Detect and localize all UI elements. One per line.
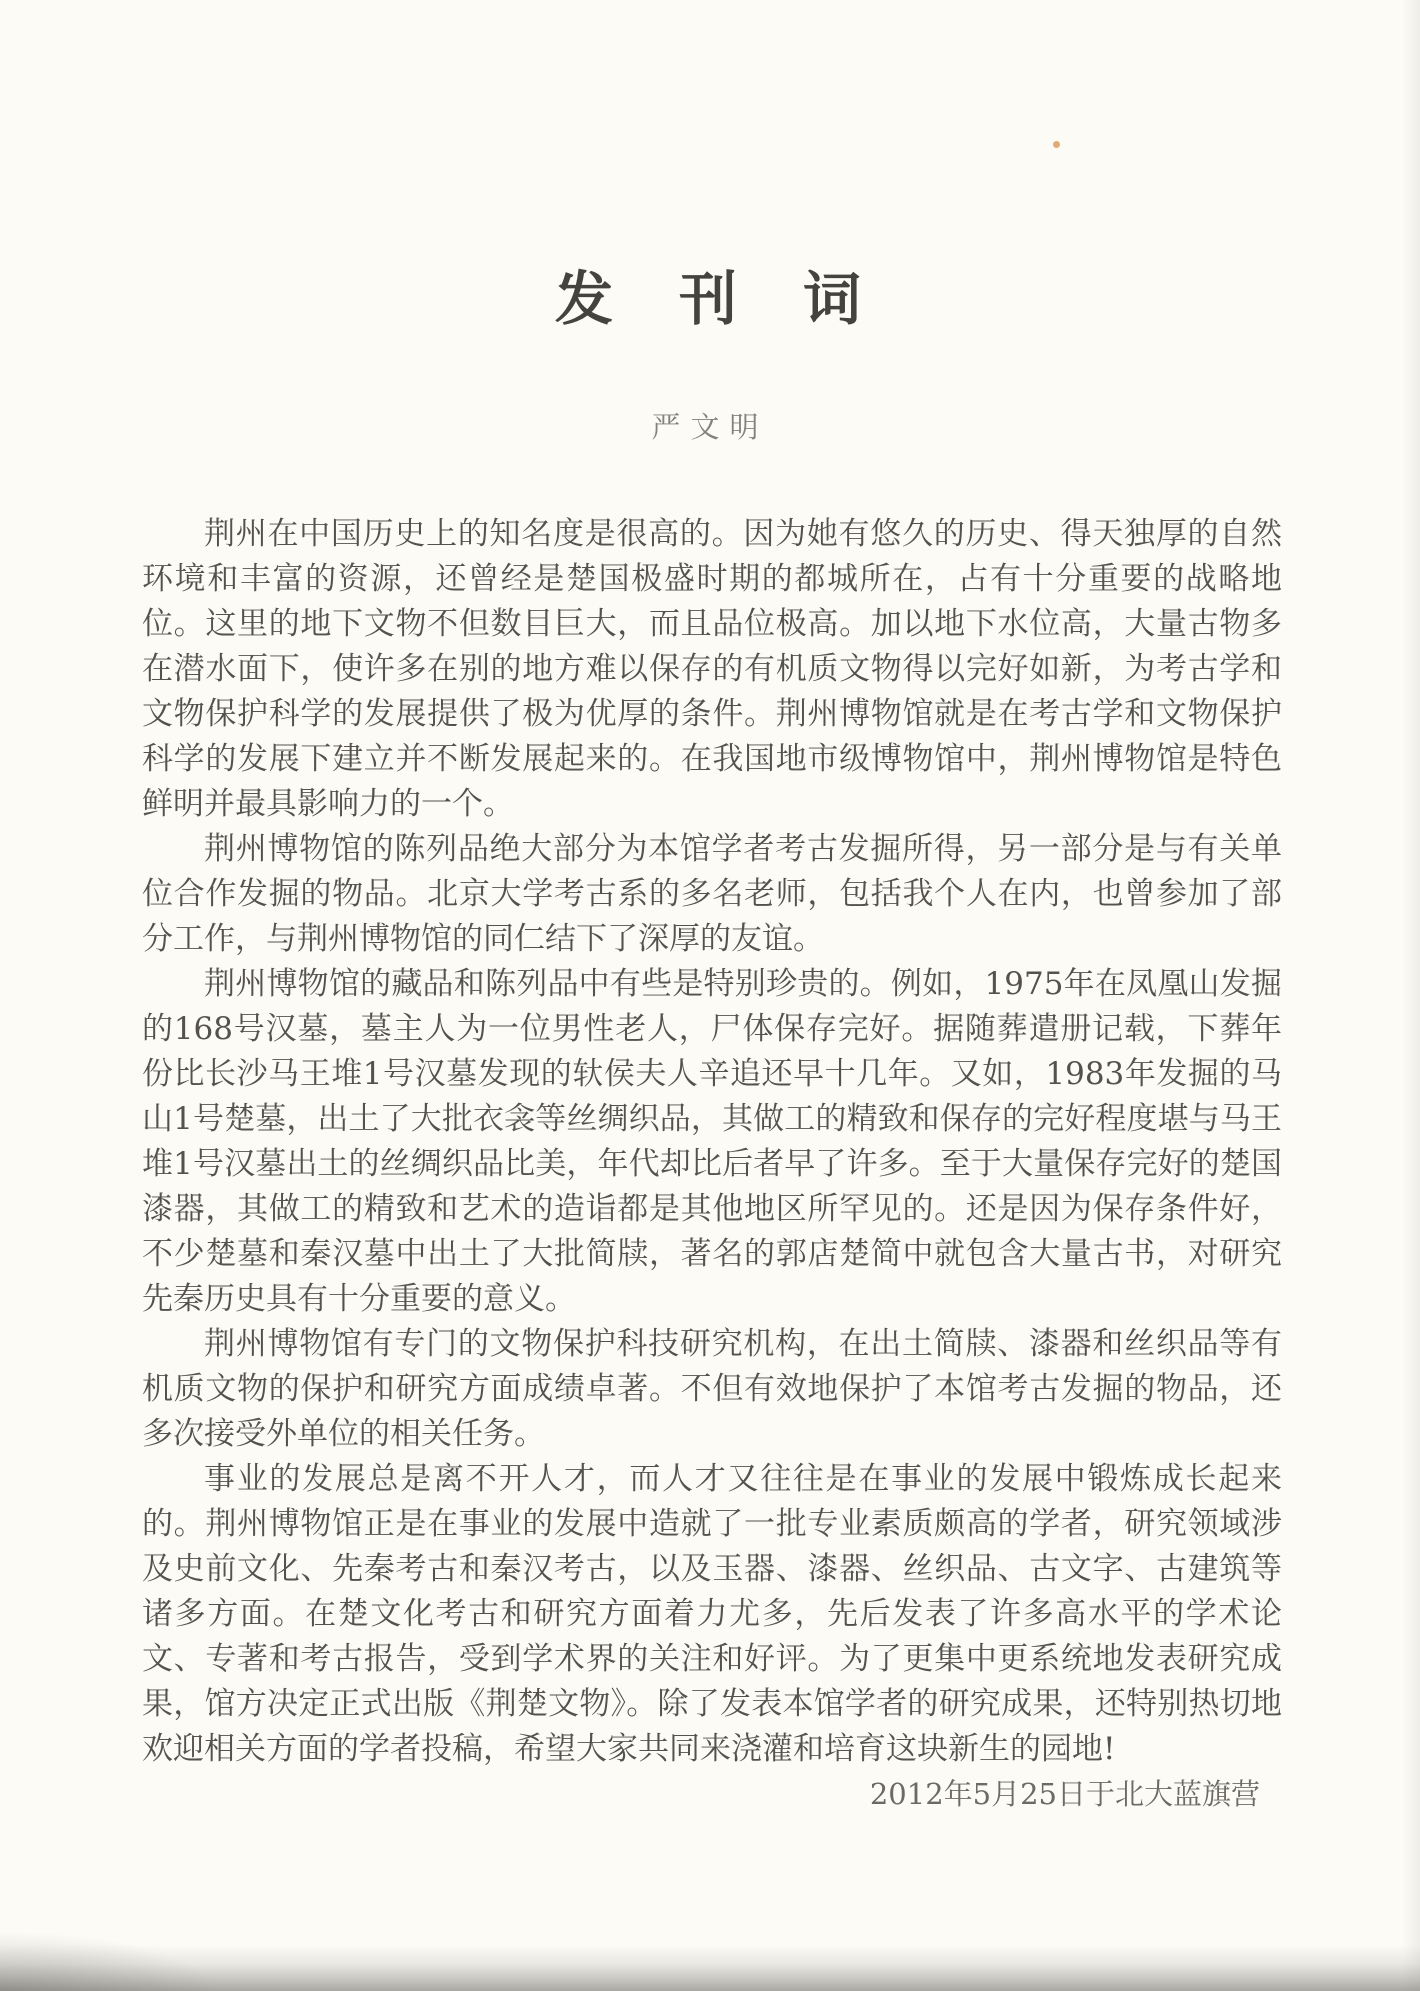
paragraph: 事业的发展总是离不开人才，而人才又往往是在事业的发展中锻炼成长起来的。荆州博物馆正是在事业的发展中造就了一批专业素质颇高的学者，研究领域涉及史前文化、先秦考古和秦汉考古，以及玉器、漆器、丝织品、古文字、古建筑等诸多方面。在楚文化考古和研究方面着力尤多，先后发表了许多高水平的学术论文、专著和考古报告，受到学术界的关注和好评。为了更集中更系统地发表研究成果，馆方决定正式出版《荆楚文物》。除了发表本馆学者的研究成果，还特别热切地欢迎相关方面的学者投稿，希望大家共同来浇灌和培育这块新生的园地! xyxy=(142,1461,1282,1767)
page-bottom-edge-shadow xyxy=(0,1945,1420,1991)
body-text xyxy=(142,512,1282,1817)
page-right-edge-shade xyxy=(1402,0,1420,1991)
scan-artifact-speck xyxy=(1053,141,1060,148)
page-title: 发 刊 词 xyxy=(554,265,865,333)
paragraph: 荆州博物馆的藏品和陈列品中有些是特别珍贵的。例如，1975年在凤凰山发掘的168号汉墓，墓主人为一位男性老人，尸体保存完好。据随葬遣册记载，下葬年份比长沙马王堆1号汉墓发现的轪侯夫人辛追还早十几年。又如，1983年发掘的马山1号楚墓，出土了大批衣衾等丝绸织品，其做工的精致和保存的完好程度堪与马王堆1号汉墓出土的丝绸织品比美，年代却比后者早了许多。至于大量保存完好的楚国漆器，其做工的精致和艺术的造诣都是其他地区所罕见的。还是因为保存条件好，不少楚墓和秦汉墓中出土了大批简牍，著名的郭店楚简中就包含大量古书，对研究先秦历史具有十分重要的意义。 xyxy=(142,966,1282,1317)
paragraph: 荆州博物馆的陈列品绝大部分为本馆学者考古发掘所得，另一部分是与有关单位合作发掘的物品。北京大学考古系的多名老师，包括我个人在内，也曾参加了部分工作，与荆州博物馆的同仁结下了深厚的友谊。 xyxy=(142,831,1282,957)
paragraph: 荆州博物馆有专门的文物保护科技研究机构，在出土简牍、漆器和丝织品等有机质文物的保护和研究方面成绩卓著。不但有效地保护了本馆考古发掘的物品，还多次接受外单位的相关任务。 xyxy=(142,1326,1282,1452)
date-signature-line: 2012年5月25日于北大蓝旗营 xyxy=(869,1777,1260,1811)
paragraph: 荆州在中国历史上的知名度是很高的。因为她有悠久的历史、得天独厚的自然环境和丰富的资源，还曾经是楚国极盛时期的都城所在，占有十分重要的战略地位。这里的地下文物不但数目巨大，而且品位极高。加以地下水位高，大量古物多在潜水面下，使许多在别的地方难以保存的有机质文物得以完好如新，为考古学和文物保护科学的发展提供了极为优厚的条件。荆州博物馆就是在考古学和文物保护科学的发展下建立并不断发展起来的。在我国地市级博物馆中，荆州博物馆是特色鲜明并最具影响力的一个。 xyxy=(142,516,1282,822)
author-name: 严文明 xyxy=(651,410,769,444)
